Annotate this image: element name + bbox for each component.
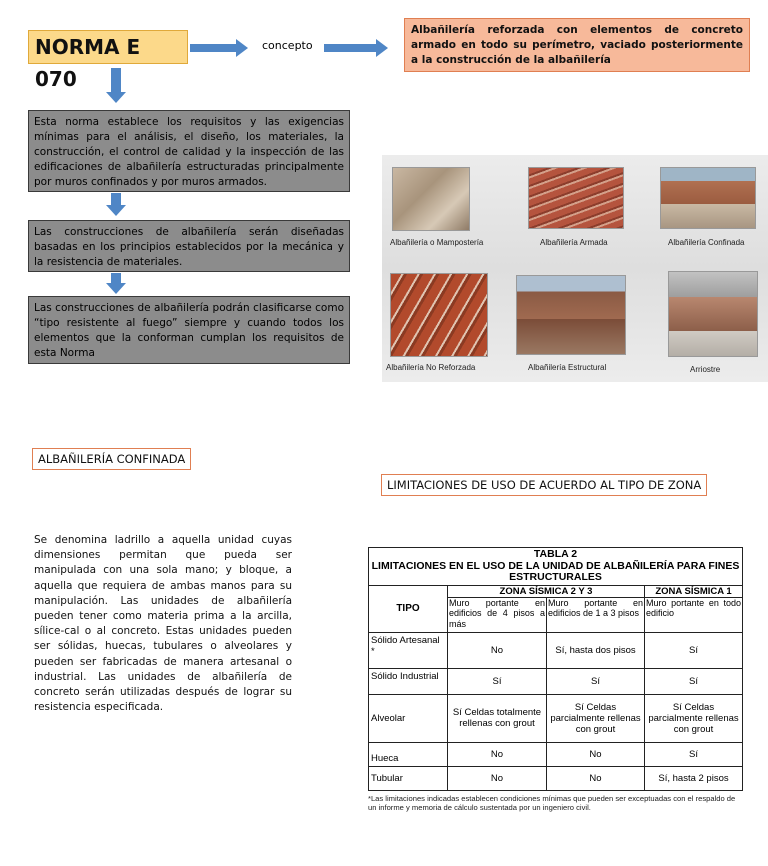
table-footnote: *Las limitaciones indicadas establecen condiciones mínimas que pueden ser exceptuadas con el respaldo de un informe y memoria de cálculo sustentada por un ingeniero civil.: [368, 793, 736, 812]
photo-mamposteria: [392, 167, 470, 231]
step-box-requisitos: Esta norma establece los requisitos y las exigencias mínimas para el análisis, el diseño, los materiales, la construcción, el control de calidad y la inspección de las edificaciones de albañilería estructuradas principalmente por muros confinados y por muros armados.: [28, 110, 350, 192]
row-label: Sólido Artesanal *: [369, 632, 448, 668]
photo-caption: Albañilería o Mampostería: [390, 238, 484, 247]
table-cell: Sí Celdas totalmente rellenas con grout: [448, 694, 547, 742]
confinada-heading: ALBAÑILERÍA CONFINADA: [32, 448, 191, 470]
table-cell: Sí: [645, 632, 743, 668]
table-cell: Sí Celdas parcialmente rellenas con grout: [645, 694, 743, 742]
photo-caption: Albañilería Estructural: [528, 363, 607, 372]
definition-box: Albañilería reforzada con elementos de concreto armado en todo su perímetro, vaciado posteriormente a la construcción de la albañilería: [404, 18, 750, 72]
row-label: Tubular: [369, 766, 448, 790]
arrow-right-1: [190, 44, 236, 52]
table-cell: Sí: [448, 668, 547, 694]
table-row: [369, 668, 743, 694]
norma-title-box: NORMA E 070: [28, 30, 188, 64]
arrow-right-2: [324, 44, 376, 52]
limitaciones-table-wrap: [368, 547, 742, 812]
table-row: [369, 694, 743, 742]
table-title-line1: TABLA 2: [533, 548, 578, 560]
photo-caption: Arriostre: [690, 365, 721, 374]
table-cell: No: [547, 766, 645, 790]
photo-arriostre: [668, 271, 758, 357]
photo-armada: [528, 167, 624, 229]
zone-23-header: ZONA SÍSMICA 2 Y 3: [448, 585, 645, 597]
table-cell: No: [448, 766, 547, 790]
arrow-down-1: [111, 68, 121, 92]
table-title-line2: LIMITACIONES EN EL USO DE LA UNIDAD DE ALBAÑILERÍA PARA FINES ESTRUCTURALES: [371, 559, 740, 583]
table-row: [369, 742, 743, 766]
row-label: Alveolar: [369, 694, 448, 742]
masonry-photo-panel: [382, 155, 768, 382]
table-cell: Sí: [645, 668, 743, 694]
sub-header: Muro portante en edificios de 1 a 3 pisos: [547, 597, 645, 632]
table-cell: No: [448, 632, 547, 668]
zone-1-header: ZONA SÍSMICA 1: [645, 585, 743, 597]
sub-header: Muro portante en edificios de 4 pisos a más: [448, 597, 547, 632]
table-cell: Sí: [547, 668, 645, 694]
confinada-paragraph: Se denomina ladrillo a aquella unidad cuyas dimensiones permitan que pueda ser manipulada con una sola mano; y bloque, a aquella que requiera de ambas manos para su manipulación. Las unidades de albañilería pueden tener como materia prima a la arcilla, sílice-cal o al concreto. Estas unidades pueden ser sólidas, huecas, tubulares o alveolares y pueden ser fabricadas de manera artesanal o industrial. Las unidades de albañilería de concreto serán utilizadas después de lograr su resistencia especificada.: [34, 534, 292, 714]
table-row: [369, 632, 743, 668]
photo-caption: Albañilería Confinada: [668, 238, 745, 247]
photo-estructural: [516, 275, 626, 355]
step-box-principios: Las construcciones de albañilería serán diseñadas basadas en los principios establecidos por la mecánica y la resistencia de materiales.: [28, 220, 350, 272]
table-cell: Sí, hasta dos pisos: [547, 632, 645, 668]
table-cell: Sí Celdas parcialmente rellenas con grout: [547, 694, 645, 742]
sub-header: Muro portante en todo edificio: [645, 597, 743, 632]
photo-caption: Albañilería No Reforzada: [386, 363, 476, 372]
tipo-header: TIPO: [369, 585, 448, 632]
row-label: Sólido Industrial: [369, 668, 448, 694]
row-label: Hueca: [369, 742, 448, 766]
table-title: [369, 548, 743, 586]
table-cell: Sí, hasta 2 pisos: [645, 766, 743, 790]
table-cell: Sí: [645, 742, 743, 766]
photo-confinada: [660, 167, 756, 229]
concept-label: concepto: [262, 39, 313, 52]
photo-caption: Albañilería Armada: [540, 238, 608, 247]
arrow-down-2: [111, 193, 121, 205]
table-cell: No: [448, 742, 547, 766]
limitaciones-table: [368, 547, 743, 791]
table-row: [369, 766, 743, 790]
arrow-down-3: [111, 273, 121, 283]
photo-no-reforzada: [390, 273, 488, 357]
table-cell: No: [547, 742, 645, 766]
step-box-fuego: Las construcciones de albañilería podrán clasificarse como “tipo resistente al fuego” siempre y cuando todos los elementos que la conforman cumplan los requisitos de esta Norma: [28, 296, 350, 364]
limitaciones-heading: LIMITACIONES DE USO DE ACUERDO AL TIPO DE ZONA: [381, 474, 707, 496]
